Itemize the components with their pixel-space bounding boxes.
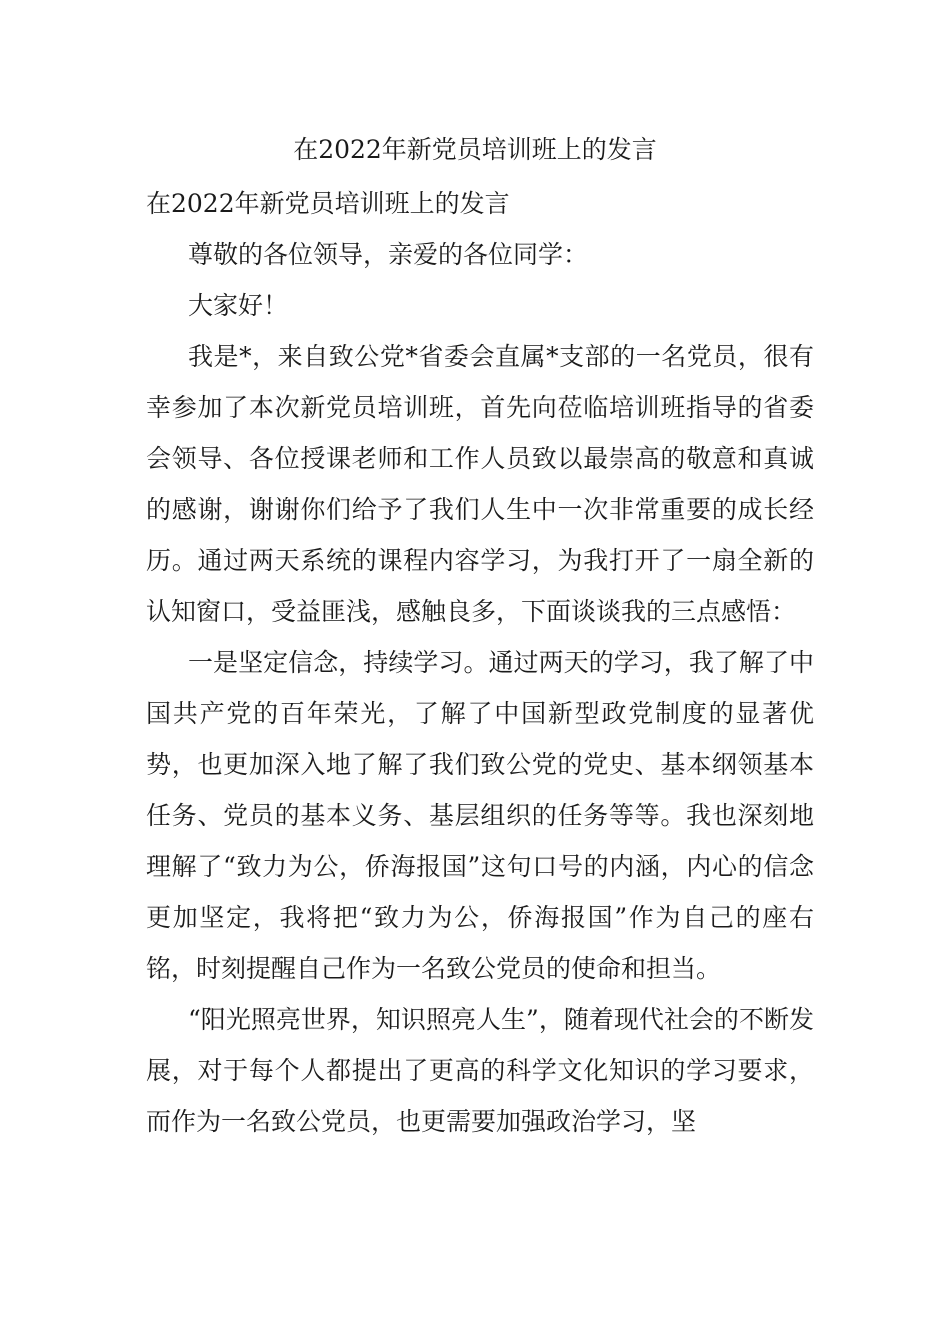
document-body <box>146 178 814 1147</box>
document-title: 在2022年新党员培训班上的发言 <box>293 135 657 164</box>
paragraph-introduction: 我是*，来自致公党*省委会直属*支部的一名党员，很有幸参加了本次新党员培训班，首先向莅临培训班指导的省委会领导、各位授课老师和工作人员致以最崇高的敬意和真诚的感谢，谢谢你们给予了我们人生中一次非常重要的成长经历。通过两天系统的课程内容学习，为我打开了一扇全新的认知窗口，受益匪浅，感触良多，下面谈谈我的三点感悟： <box>146 342 814 626</box>
paragraph-quote: “阳光照亮世界，知识照亮人生”，随着现代社会的不断发展，对于每个人都提出了更高的科学文化知识的学习要求，而作为一名致公党员，也更需要加强政治学习，坚 <box>146 1005 814 1136</box>
salutation: 尊敬的各位领导，亲爱的各位同学： <box>188 240 589 269</box>
paragraph-point-one: 一是坚定信念，持续学习。通过两天的学习，我了解了中国共产党的百年荣光，了解了中国新型政党制度的显著优势，也更加深入地了解了我们致公党的党史、基本纲领基本任务、党员的基本义务、基层组织的任务等等。我也深刻地理解了“致力为公，侨海报国”这句口号的内涵，内心的信念更加坚定，我将把“致力为公，侨海报国”作为自己的座右铭，时刻提醒自己作为一名致公党员的使命和担当。 <box>146 648 814 983</box>
document-heading: 在2022年新党员培训班上的发言 <box>146 189 510 218</box>
greeting: 大家好！ <box>188 291 289 320</box>
